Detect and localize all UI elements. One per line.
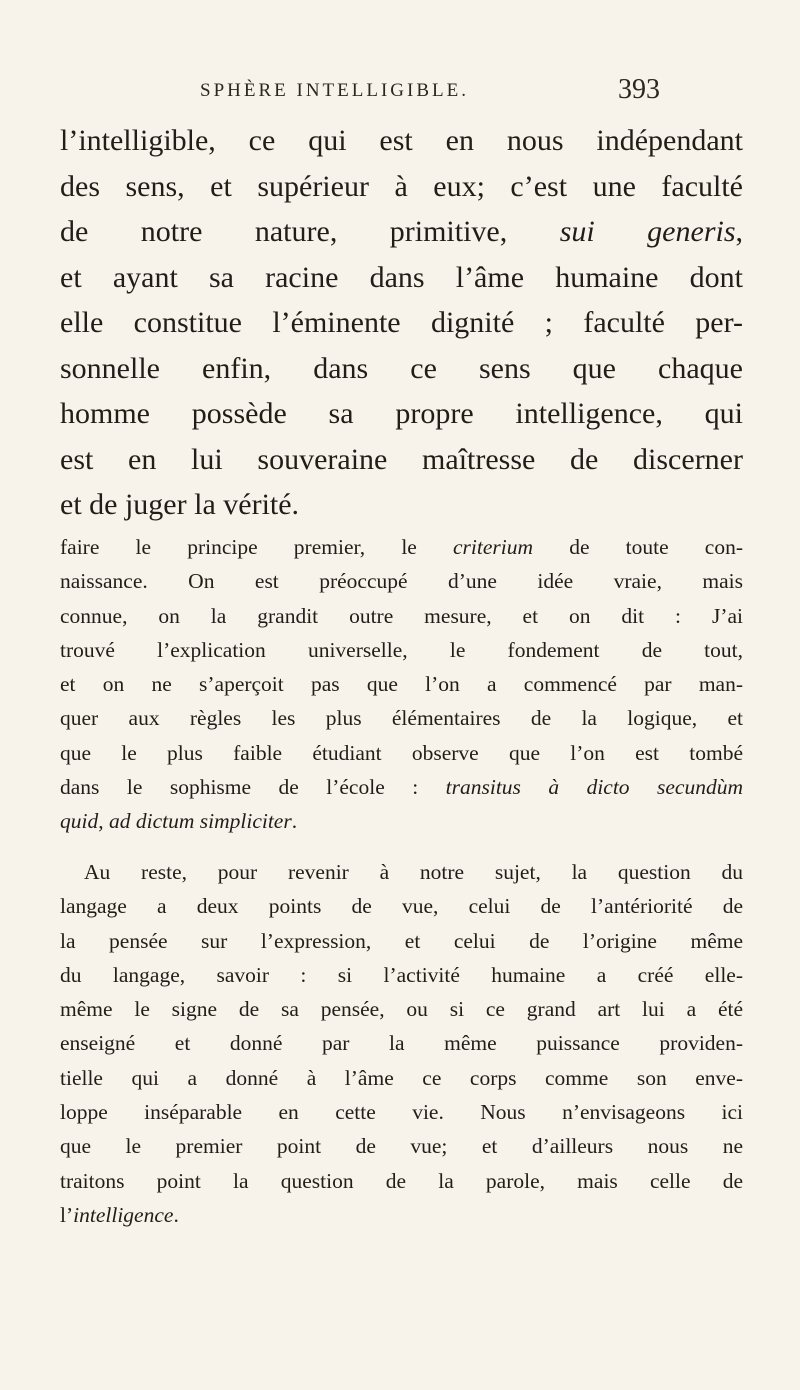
second-paragraph bbox=[60, 855, 743, 1232]
text-line: connue, on la grandit outre mesure, et on dit : J’ai bbox=[60, 603, 743, 628]
text-line: que le premier point de vue; et d’ailleurs nous ne bbox=[60, 1134, 743, 1159]
page-number: 393 bbox=[618, 74, 660, 105]
text-line: la pensée sur l’expression, et celui de l’origine même bbox=[60, 928, 743, 953]
text-line: naissance. On est préoccupé d’une idée vraie, mais bbox=[60, 569, 743, 594]
text-line: faire le principe premier, le criterium de toute con- bbox=[60, 535, 743, 559]
text-line: homme possède sa propre intelligence, qui bbox=[60, 397, 743, 430]
text-line: quid, ad dictum simpliciter. bbox=[60, 809, 298, 834]
text-line: et on ne s’aperçoit pas que l’on a commencé par man- bbox=[60, 672, 743, 697]
text-line: loppe inséparable en cette vie. Nous n’envisageons ici bbox=[60, 1100, 743, 1125]
page-header bbox=[200, 74, 660, 112]
text-line: quer aux règles les plus élémentaires de la logique, et bbox=[60, 706, 743, 731]
text-line: est en lui souveraine maîtresse de discerner bbox=[60, 442, 743, 476]
text-line: trouvé l’explication universelle, le fondement de tout, bbox=[60, 637, 743, 662]
text-line: enseigné et donné par la même puissance providen- bbox=[60, 1031, 743, 1056]
text-line: l’intelligence. bbox=[60, 1202, 179, 1227]
text-line: Au reste, pour revenir à notre sujet, la question du bbox=[84, 860, 743, 884]
text-line: traitons point la question de la parole, mais celle de bbox=[60, 1168, 743, 1193]
running-title: SPHÈRE INTELLIGIBLE. bbox=[200, 80, 469, 101]
text-line: tielle qui a donné à l’âme ce corps comme son enve- bbox=[60, 1065, 743, 1090]
text-line: et de juger la vérité. bbox=[60, 488, 300, 521]
footnote-paragraph bbox=[60, 530, 743, 839]
text-line: des sens, et supérieur à eux; c’est une faculté bbox=[60, 169, 743, 203]
text-line: sonnelle enfin, dans ce sens que chaque bbox=[60, 351, 743, 385]
text-line: langage a deux points de vue, celui de l’antériorité de bbox=[60, 894, 743, 919]
text-line: et ayant sa racine dans l’âme humaine dont bbox=[60, 260, 743, 294]
text-line: de notre nature, primitive, sui generis, bbox=[60, 215, 743, 248]
text-line: dans le sophisme de l’école : transitus à dicto secundùm bbox=[60, 775, 743, 800]
text-line: elle constitue l’éminente dignité ; faculté per- bbox=[60, 306, 743, 339]
text-line: du langage, savoir : si l’activité humaine a créé elle- bbox=[60, 962, 743, 987]
main-paragraph bbox=[60, 118, 743, 528]
text-line: l’intelligible, ce qui est en nous indépendant bbox=[60, 124, 743, 157]
text-line: même le signe de sa pensée, ou si ce grand art lui a été bbox=[60, 997, 743, 1022]
text-line: que le plus faible étudiant observe que l’on est tombé bbox=[60, 740, 743, 765]
